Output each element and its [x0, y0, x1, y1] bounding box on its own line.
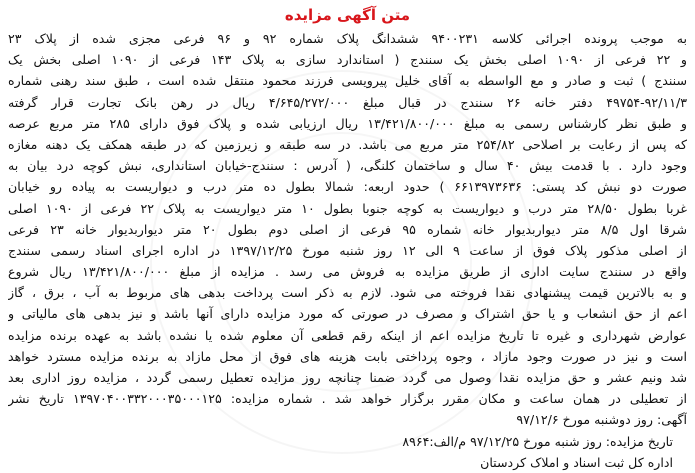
body-line: و به بالاترین قیمت پیشنهادی نقدا فروخته می شود. لازم به ذکر است پرداخت بدهی های مربوط به آب ، برق ، گاز	[8, 285, 687, 301]
body-line: ۴۹۷۵۴-۹۲/۱۱/۳ دفتر خانه ۲۶ سنندج در قبال مبلغ ۴/۶۴۵/۲۷۲/۰۰۰ ریال در رهن بانک تجارت قرار گرفته	[8, 94, 687, 110]
body-line: آگهی: روز دوشنبه مورخ ۹۷/۱۲/۶	[516, 412, 687, 428]
body-line: اعم از حق انشعاب و یا حق اشتراک و مصرف در صورتی که مورد مزایده دارای آنها باشد و نیز بدهی های مالیاتی و	[8, 306, 687, 322]
body-line: و ۲۲ فرعی از ۱۰۹۰ اصلی بخش یک سنندج ( استاندارد سازی به پلاک ۱۴۳ فرعی از ۱۰۹۰ اصلی بخش یک	[8, 52, 687, 68]
body-line: وجود دارد . با قدمت بیش ۴۰ سال و ساختمان کلنگی، ( آدرس : سنندج-خیابان استانداری، نبش کوچه درد بیان به	[8, 158, 687, 174]
issuer-line: اداره کل ثبت اسناد و املاک کردستان	[480, 454, 673, 470]
body-line: که پس از رعایت بر اصلاحی ۲۵۴/۸۲ متر مربع می باشد. در سه طبقه و زیرزمین که در طبقه همکف یک دهنه مغازه	[8, 136, 687, 152]
body-line: غربا بطول ۲۸/۵۰ متر درب و دیواریست به کوچه جنوبا بطول ۱۰ متر دیواریست به پلاک ۲۲ فرعی از ۱۰۹۰ اصلی	[8, 200, 687, 216]
notice-title: متن آگهی مزایده	[284, 6, 411, 24]
body-line: سنندج ) ثبت و صادر و مع الواسطه به آقای خلیل پیرویسی فرزند محمود منتقل شده است ، طبق سند رهنی شماره	[8, 73, 687, 89]
body-line: است و نیز در صورت وجود مازاد ، وجوه پرداختی بابت هزینه های فوق از محل مازاد به برنده مزایده مسترد خواهد	[8, 348, 687, 364]
body-line: از اصلی مذکور پلاک فوق از ساعت ۹ الی ۱۲ روز شنبه مورخ ۱۳۹۷/۱۲/۲۵ در اداره اجرای اسناد رسمی سنندج	[8, 242, 687, 258]
body-line: عوارض شهرداری و غیره تا تاریخ مزایده اعم از اینکه رقم قطعی آن معلوم شده یا نشده باشد به عهده برنده مزایده	[8, 327, 687, 343]
body-line: شرقا اول ۸/۵ متر دیواربدیوار خانه شماره ۹۵ فرعی از اصلی دوم بطول ۲۰ متر دیواربدیوار خانه ۲۳ فرعی	[8, 221, 687, 237]
body-line: و طبق نظر کارشناس رسمی به مبلغ ۱۳/۴۲۱/۸۰۰/۰۰۰ ریال ارزیابی شده و پلاک فوق دارای ۲۸۵ متر مربع عرصه	[8, 115, 687, 131]
body-line: به موجب پرونده اجرائی کلاسه ۹۴۰۰۲۳۱ ششدانگ پلاک شماره ۹۲ و ۹۶ فرعی مجزی شده از پلاک ۲۳	[8, 31, 687, 46]
notice-body	[8, 28, 687, 431]
body-line: از تعطیلی در همان ساعت و مکان مقرر برگزار خواهد شد . شماره مزایده: ۱۳۹۷۰۴۰۰۳۳۲۰۰۰۳۵۰۰۰۱۲۵ تاریخ نشر	[8, 391, 687, 407]
body-line: شد ونیم عشر و حق مزایده نقدا وصول می گردد ضمنا چنانچه روز مزایده تعطیل رسمی گردد ، مزایده روز اداری بعد	[8, 370, 687, 385]
body-line: صورت دو نبش کد پستی: ۶۶۱۳۹۷۳۶۳۶ ) حدود اربعه: شمالا بطول ده متر درب و دیواریست به پیاده رو خیابان	[8, 179, 687, 195]
body-line: واقع در سنندج سایت اداری از طریق مزایده به فروش می رسد . مزایده از مبلغ ۱۳/۴۲۱/۸۰۰/۰۰۰ ریال شروع	[8, 264, 687, 280]
auction-date-line: تاریخ مزایده: روز شنبه مورخ ۹۷/۱۲/۲۵ م/الف:۸۹۶۴	[402, 433, 673, 449]
